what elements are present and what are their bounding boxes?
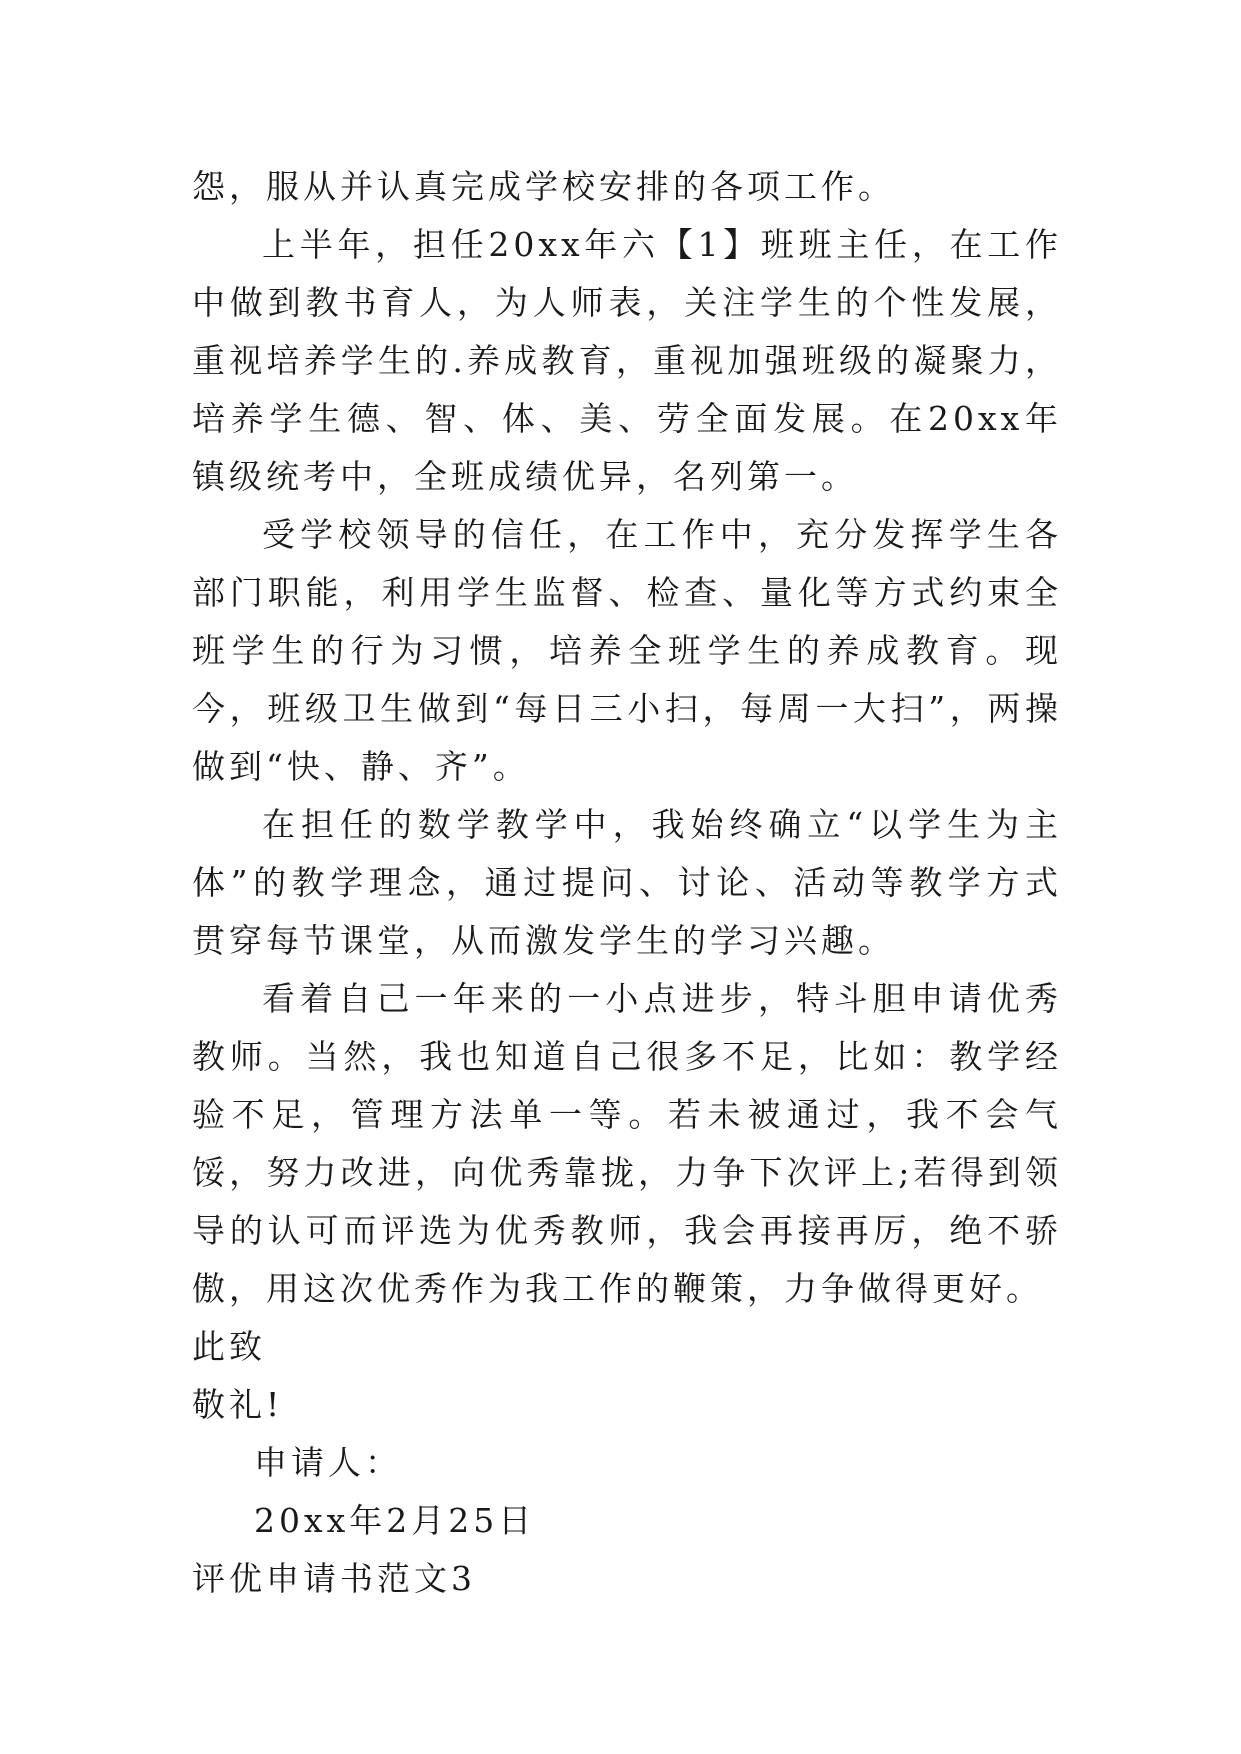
paragraph-class-management: 受学校领导的信任，在工作中，充分发挥学生各部门职能，利用学生监督、检查、量化等方式约束全班学生的行为习惯，培养全班学生的养成教育。现今，班级卫生做到“每日三小扫，每周一大扫”，两操做到“快、静、齐”。 <box>192 515 1062 786</box>
paragraph-math-teaching: 在担任的数学教学中，我始终确立“以学生为主体”的教学理念，通过提问、讨论、活动等教学方式贯穿每节课堂，从而激发学生的学习兴趣。 <box>192 805 1062 960</box>
next-section-title: 评优申请书范文3 <box>192 1559 476 1598</box>
applicant-label: 申请人： <box>254 1443 402 1482</box>
paragraph-continuation: 怨，服从并认真完成学校安排的各项工作。 <box>192 167 895 206</box>
paragraph-class-teacher: 上半年，担任20xx年六【1】班班主任，在工作中做到教书育人，为人师表，关注学生的个性发展，重视培养学生的.养成教育，重视加强班级的凝聚力，培养学生德、智、体、美、劳全面发展。在20xx年镇级统考中，全班成绩优异，名列第一。 <box>192 225 1062 496</box>
closing-salutation: 此致 <box>192 1327 266 1366</box>
paragraph-application: 看着自己一年来的一小点进步，特斗胆申请优秀教师。当然，我也知道自己很多不足，比如：教学经验不足，管理方法单一等。若未被通过，我不会气馁，努力改进，向优秀靠拢，力争下次评上;若得到领导的认可而评选为优秀教师，我会再接再厉，绝不骄傲，用这次优秀作为我工作的鞭策，力争做得更好。 <box>192 979 1062 1308</box>
signature-date: 20xx年2月25日 <box>254 1501 536 1540</box>
closing-regards: 敬礼! <box>192 1385 284 1424</box>
letter-body <box>192 158 1062 1608</box>
